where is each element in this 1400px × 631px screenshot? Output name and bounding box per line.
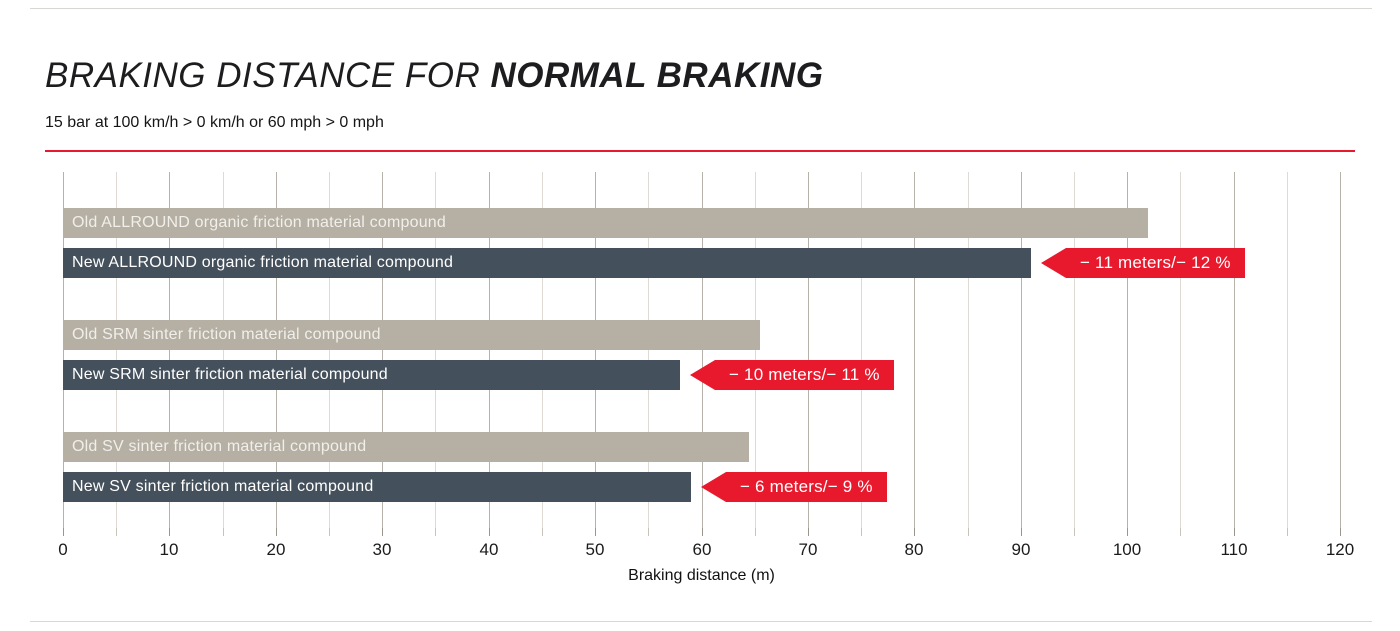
- axis-tick-label: 100: [1112, 540, 1142, 559]
- page-title: [45, 56, 823, 96]
- chart-subtitle: 15 bar at 100 km/h > 0 km/h or 60 mph > 0 mph: [45, 114, 384, 131]
- axis-tick-minor: [329, 528, 330, 536]
- bar-new-1: [63, 248, 1031, 278]
- bottom-border-line: [30, 621, 1372, 622]
- axis-tick-major: [808, 528, 809, 536]
- axis-tick-major: [382, 528, 383, 536]
- reduction-callout: [690, 360, 894, 390]
- bar-new-3: [63, 360, 680, 390]
- axis-tick-minor: [542, 528, 543, 536]
- axis-tick-label: 70: [798, 540, 818, 559]
- axis-tick-minor: [223, 528, 224, 536]
- top-border-line: [30, 8, 1372, 9]
- gridline-major: [1340, 172, 1341, 528]
- axis-tick-label: 50: [585, 540, 605, 559]
- axis-tick-minor: [1180, 528, 1181, 536]
- page-title-regular: BRAKING DISTANCE FOR: [45, 56, 491, 96]
- axis-tick-minor: [435, 528, 436, 536]
- axis-tick-label: 40: [479, 540, 499, 559]
- left-arrow-icon: [1041, 248, 1066, 278]
- axis-tick-label: 120: [1325, 540, 1355, 559]
- bar-new-5: [63, 472, 691, 502]
- bar-row: [63, 320, 1340, 350]
- bar-old-2: [63, 320, 760, 350]
- page-title-bold: NORMAL BRAKING: [490, 56, 824, 96]
- bar-old-4: [63, 432, 749, 462]
- reduction-callout: [1041, 248, 1245, 278]
- bar-label: Old SRM sinter friction material compound: [72, 326, 381, 343]
- bar-label: Old ALLROUND organic friction material compound: [72, 214, 447, 231]
- axis-tick-major: [1021, 528, 1022, 536]
- axis-tick-label: 90: [1011, 540, 1031, 559]
- axis-tick-major: [1340, 528, 1341, 536]
- left-arrow-icon: [690, 360, 715, 390]
- axis-tick-label: 30: [372, 540, 392, 559]
- axis-tick-major: [595, 528, 596, 536]
- axis-tick-minor: [116, 528, 117, 536]
- axis-tick-major: [1234, 528, 1235, 536]
- axis-tick-label: 60: [692, 540, 712, 559]
- axis-tick-label: 80: [904, 540, 924, 559]
- axis-tick-major: [914, 528, 915, 536]
- axis-tick-major: [1127, 528, 1128, 536]
- reduction-callout-label: − 10 meters/− 11 %: [715, 360, 894, 390]
- axis-tick-minor: [861, 528, 862, 536]
- red-divider-line: [45, 150, 1355, 152]
- bar-row: [63, 432, 1340, 462]
- axis-tick-major: [276, 528, 277, 536]
- axis-tick-minor: [755, 528, 756, 536]
- bar-label: Old SV sinter friction material compound: [72, 438, 367, 455]
- bar-label: New SV sinter friction material compound: [72, 478, 374, 495]
- axis-tick-minor: [1074, 528, 1075, 536]
- bar-old-0: [63, 208, 1148, 238]
- bar-label: New SRM sinter friction material compound: [72, 366, 388, 383]
- axis-tick-minor: [1287, 528, 1288, 536]
- axis-tick-minor: [968, 528, 969, 536]
- reduction-callout-label: − 11 meters/− 12 %: [1066, 248, 1245, 278]
- axis-tick-major: [63, 528, 64, 536]
- left-arrow-icon: [701, 472, 726, 502]
- axis-tick-major: [169, 528, 170, 536]
- axis-tick-minor: [648, 528, 649, 536]
- axis-tick-major: [702, 528, 703, 536]
- axis-tick-label: 10: [159, 540, 179, 559]
- plot-area: [63, 172, 1340, 528]
- axis-tick-label: 0: [58, 540, 68, 559]
- axis-tick-major: [489, 528, 490, 536]
- axis-tick-label: 20: [266, 540, 286, 559]
- reduction-callout-label: − 6 meters/− 9 %: [726, 472, 887, 502]
- bar-label: New ALLROUND organic friction material compound: [72, 254, 454, 271]
- axis-tick-label: 110: [1220, 540, 1248, 559]
- x-axis-title: Braking distance (m): [628, 567, 775, 584]
- bar-row: [63, 472, 1340, 502]
- reduction-callout: [701, 472, 887, 502]
- bar-row: [63, 360, 1340, 390]
- bar-row: [63, 208, 1340, 238]
- bar-row: [63, 248, 1340, 278]
